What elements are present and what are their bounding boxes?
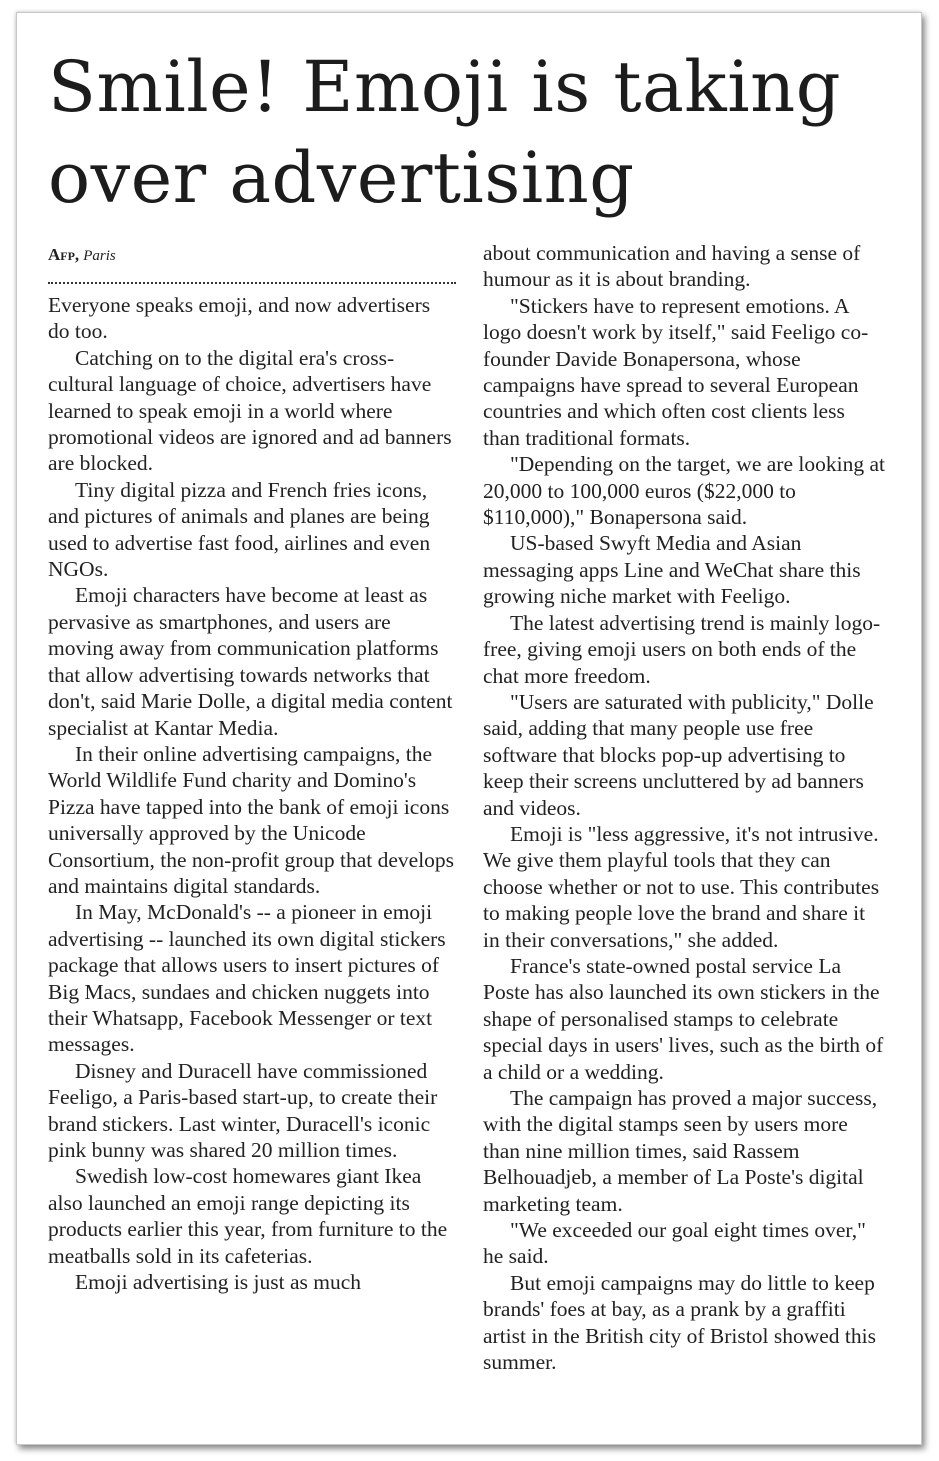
paragraph: The latest advertising trend is mainly logo-free, giving emoji users on both ends of the chat more freedom.	[483, 610, 881, 688]
paragraph: Emoji characters have become at least as pervasive as smartphones, and users are moving away from communication platforms that allow advertising towards networks that don't, said Marie Dolle, a digital media content specialist at Kantar Media.	[48, 583, 453, 740]
paragraph: The campaign has proved a major success, with the digital stamps seen by users more than nine million times, said Rassem Belhouadjeb, a member of La Poste's digital marketing team.	[483, 1086, 878, 1216]
paragraph: "Stickers have to represent emotions. A logo doesn't work by itself," said Feeligo co-founder Davide Bonapersona, whose campaigns have spread to several European countries and which often cost clients less than traditional formats.	[483, 293, 869, 450]
byline-city: Paris	[83, 248, 116, 264]
article-column-right	[483, 240, 885, 1375]
headline: Smile! Emoji is taking over advertising	[48, 46, 841, 219]
byline	[48, 242, 456, 268]
paragraph: In May, McDonald's -- a pioneer in emoji advertising -- launched its own digital stickers package that allows users to insert pictures of Big Macs, sundaes and chicken nuggets into their Whatsapp, Facebook Messenger or text messages.	[48, 900, 446, 1057]
article-column-left	[48, 242, 456, 1295]
paragraph: France's state-owned postal service La Poste has also launched its own stickers in the shape of personalised stamps to celebrate special days in users' lives, such as the birth of a child or a wedding.	[483, 953, 884, 1084]
paragraph: Disney and Duracell have commissioned Feeligo, a Paris-based start-up, to create their brand stickers. Last winter, Duracell's iconic pink bunny was shared 20 million times.	[48, 1058, 438, 1162]
paragraph: about communication and having a sense of humour as it is about branding.	[483, 241, 861, 292]
paragraph: "We exceeded our goal eight times over," he said.	[483, 1218, 866, 1269]
paragraph: "Users are saturated with publicity," Dolle said, adding that many people use free software that blocks pop-up advertising to keep their screens uncluttered by ad banners and videos.	[483, 689, 874, 820]
paragraph: But emoji campaigns may do little to keep brands' foes at bay, as a prank by a graffiti artist in the British city of Bristol showed this summer.	[483, 1270, 876, 1375]
paragraph: Swedish low-cost homewares giant Ikea also launched an emoji range depicting its products earlier this year, from furniture to the meatballs sold in its cafeterias.	[48, 1164, 448, 1268]
byline-agency: Afp,	[48, 245, 80, 264]
paragraph: Catching on to the digital era's cross-cultural language of choice, advertisers have learned to speak emoji in a world where promotional videos are ignored and ad banners are blocked.	[48, 345, 452, 476]
paragraph: Emoji is "less aggressive, it's not intrusive. We give them playful tools that they can choose whether or not to use. This contributes to making people love the brand and share it in their conversations," she added.	[483, 821, 880, 952]
paragraph: Emoji advertising is just as much	[75, 1270, 362, 1295]
dotted-divider	[48, 282, 456, 284]
paragraph: Everyone speaks emoji, and now advertisers do too.	[48, 293, 431, 344]
paragraph: Tiny digital pizza and French fries icons, and pictures of animals and planes are being used to advertise fast food, airlines and even NGOs.	[48, 477, 431, 582]
paragraph: In their online advertising campaigns, the World Wildlife Fund charity and Domino's Pizza have tapped into the bank of emoji icons universally approved by the Unicode Consortium, the non-profit group that develops and maintains digital standards.	[48, 741, 455, 898]
paragraph: "Depending on the target, we are looking at 20,000 to 100,000 euros ($22,000 to $110,000)," Bonapersona said.	[483, 452, 885, 530]
paragraph: US-based Swyft Media and Asian messaging apps Line and WeChat share this growing niche market with Feeligo.	[483, 531, 861, 609]
